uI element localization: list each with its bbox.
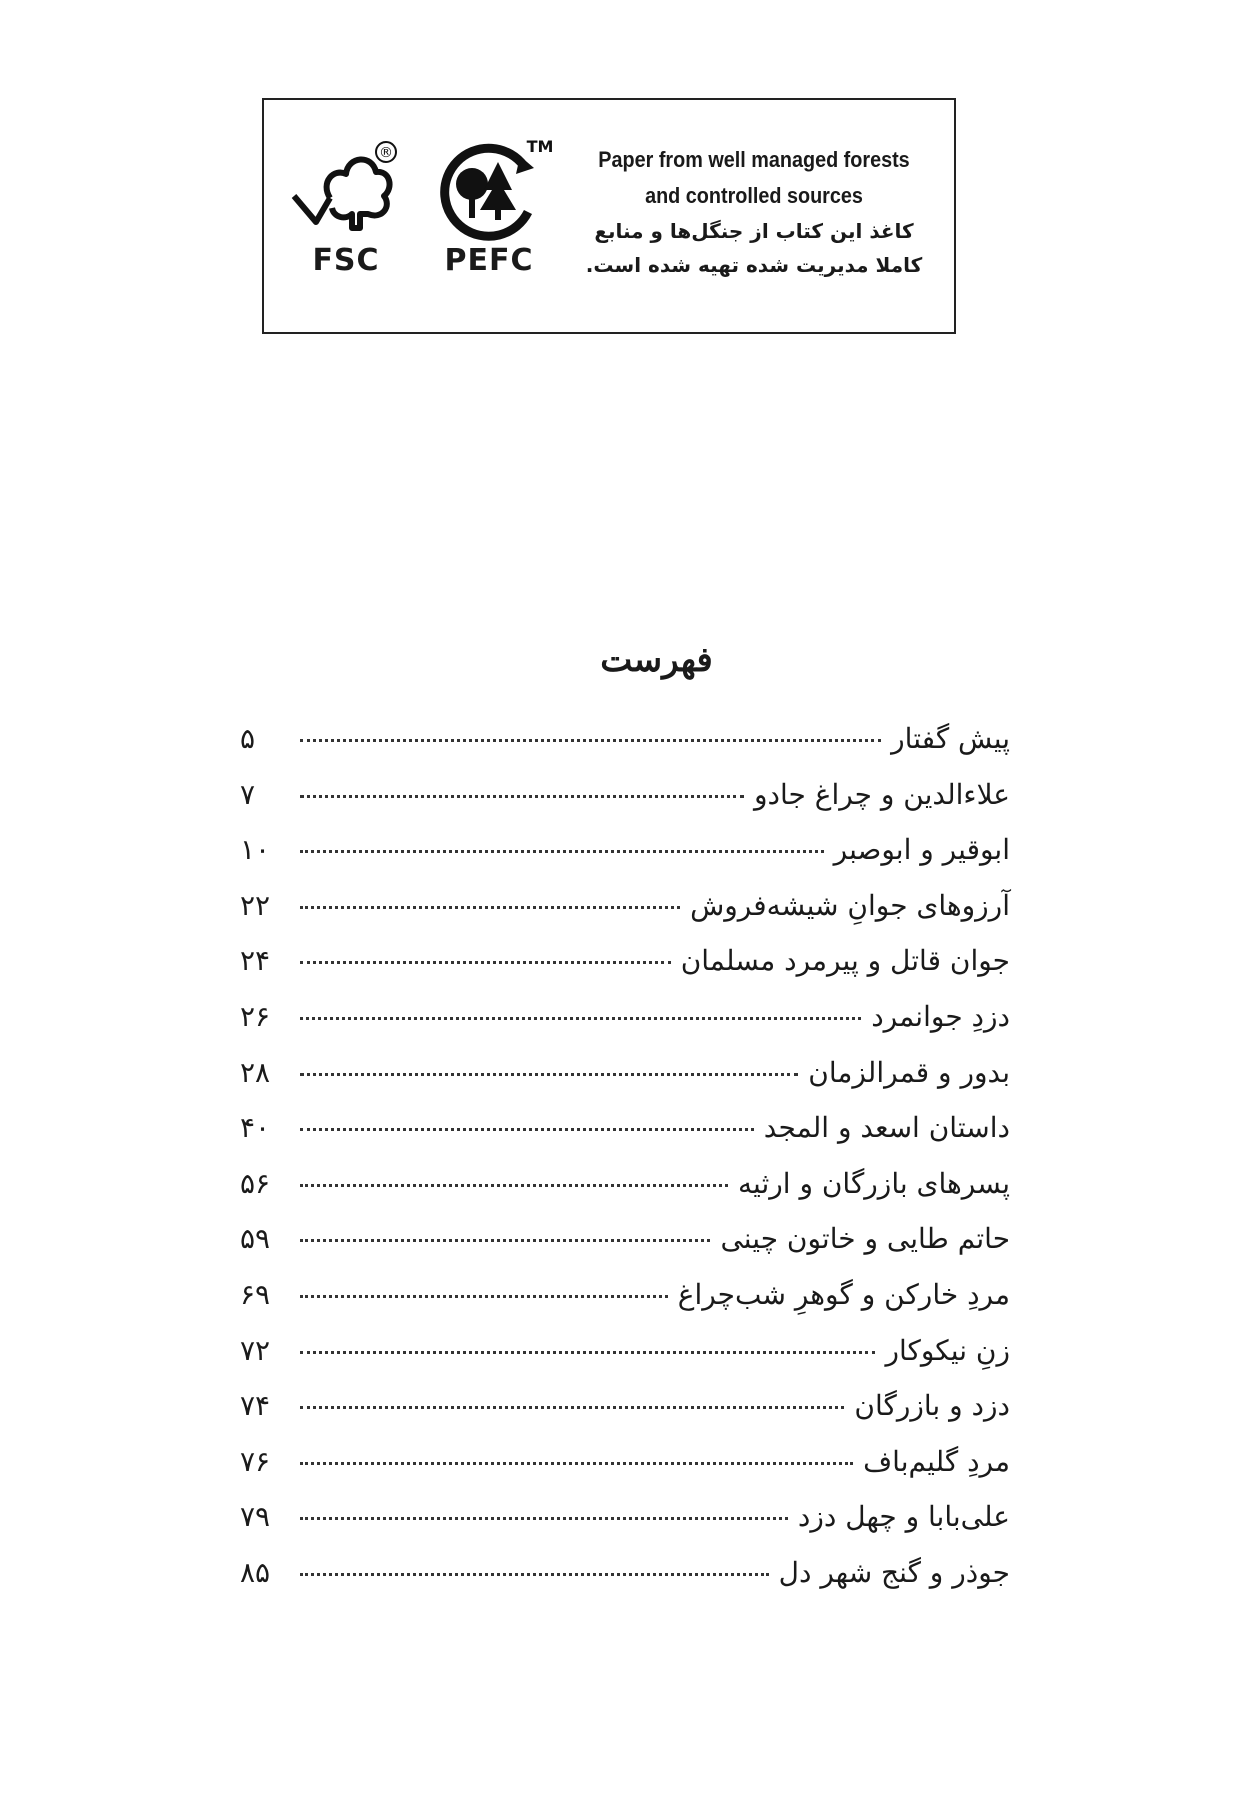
fsc-tree-check-icon: [286, 138, 406, 244]
paper-certification-box: [262, 98, 956, 334]
registered-mark: ®: [379, 145, 393, 161]
toc-entry: [240, 833, 1010, 889]
toc-entry: [240, 889, 1010, 945]
toc-entry-page-number: ۸۵: [240, 1555, 271, 1589]
toc-entry: [240, 1111, 1010, 1167]
dot-leader: [300, 1462, 853, 1465]
toc-entry: [240, 1556, 1010, 1612]
toc-entry: [240, 1222, 1010, 1278]
toc-entry-title: علی‌بابا و چهل دزد: [797, 1500, 1010, 1534]
certification-persian-line-2: کاملا مدیریت شده تهیه شده است.: [585, 253, 923, 277]
toc-entry: [240, 1167, 1010, 1223]
toc-entry-title: آرزوهای جوانِ شیشه‌فروش: [690, 888, 1010, 922]
certification-statement: [564, 142, 944, 282]
toc-entry-title: مردِ خارکن و گوهرِ شب‌چراغ: [677, 1277, 1010, 1311]
toc-entry-page-number: ۵۶: [240, 1166, 271, 1200]
toc-entry: [240, 1389, 1010, 1445]
table-of-contents: [240, 722, 1010, 1612]
trademark-mark: TM: [526, 138, 554, 156]
pefc-logo: [424, 138, 554, 278]
certification-persian-line-1: کاغذ این کتاب از جنگل‌ها و منابع: [594, 219, 914, 243]
toc-entry-page-number: ۲۸: [240, 1055, 271, 1089]
dot-leader: [300, 1184, 728, 1187]
toc-entry-title: حاتم طایی و خاتون چینی: [720, 1222, 1010, 1256]
toc-entry-title: جوذر و گنج شهر دل: [778, 1555, 1010, 1589]
toc-entry-title: دزد و بازرگان: [854, 1389, 1010, 1423]
toc-entry: [240, 778, 1010, 834]
toc-entry-title: داستان اسعد و المجد: [763, 1111, 1010, 1145]
toc-title: فهرست: [600, 640, 713, 680]
toc-entry: [240, 1278, 1010, 1334]
toc-entry-page-number: ۷۹: [240, 1500, 271, 1534]
toc-entry: [240, 1334, 1010, 1390]
toc-entry-title: جوان قاتل و پیرمرد مسلمان: [680, 944, 1010, 978]
toc-entry-page-number: ۷۶: [240, 1444, 271, 1478]
toc-entry: [240, 1000, 1010, 1056]
toc-entry-title: بدور و قمرالزمان: [808, 1055, 1010, 1089]
toc-entry: [240, 1445, 1010, 1501]
toc-entry-page-number: ۴۰: [240, 1111, 271, 1145]
toc-entry-page-number: ۲۶: [240, 999, 271, 1033]
certification-english-line-2: and controlled sources: [645, 183, 863, 208]
toc-entry-page-number: ۷: [240, 777, 256, 811]
dot-leader: [300, 1239, 710, 1242]
dot-leader: [300, 1295, 668, 1298]
toc-entry-page-number: ۵۹: [240, 1222, 271, 1256]
toc-entry-page-number: ۲۴: [240, 944, 271, 978]
toc-entry-page-number: ۱۰: [240, 833, 271, 867]
toc-entry: [240, 944, 1010, 1000]
toc-entry-page-number: ۵: [240, 722, 256, 755]
toc-entry-title: دزدِ جوانمرد: [871, 999, 1010, 1033]
pefc-trees-icon: [424, 138, 554, 244]
toc-entry-title: پسرهای بازرگان و ارثیه: [737, 1166, 1010, 1200]
toc-entry-title: زنِ نیکوکار: [885, 1333, 1010, 1367]
dot-leader: [300, 1073, 798, 1076]
dot-leader: [300, 795, 744, 798]
dot-leader: [300, 1351, 875, 1354]
fsc-logo: [286, 138, 406, 278]
dot-leader: [300, 850, 824, 853]
dot-leader: [300, 1517, 788, 1520]
toc-entry-title: پیش گفتار: [891, 722, 1010, 755]
dot-leader: [300, 906, 680, 909]
dot-leader: [300, 1573, 769, 1576]
toc-entry-title: مردِ گلیم‌باف: [863, 1444, 1010, 1478]
dot-leader: [300, 1128, 754, 1131]
toc-entry-title: علاءالدین و چراغ جادو: [754, 777, 1010, 811]
fsc-label: FSC: [312, 243, 380, 278]
toc-entry: [240, 722, 1010, 778]
toc-entry-page-number: ۶۹: [240, 1277, 271, 1311]
toc-entry: [240, 1500, 1010, 1556]
toc-entry-page-number: ۷۲: [240, 1333, 271, 1367]
dot-leader: [300, 1017, 861, 1020]
certification-english-line-1: Paper from well managed forests: [598, 147, 910, 172]
dot-leader: [300, 1406, 844, 1409]
toc-entry: [240, 1056, 1010, 1112]
dot-leader: [300, 739, 881, 742]
toc-entry-page-number: ۷۴: [240, 1389, 271, 1423]
dot-leader: [300, 961, 671, 964]
toc-entry-page-number: ۲۲: [240, 888, 271, 922]
pefc-label: PEFC: [444, 243, 534, 278]
toc-entry-title: ابوقیر و ابوصبر: [833, 833, 1010, 867]
